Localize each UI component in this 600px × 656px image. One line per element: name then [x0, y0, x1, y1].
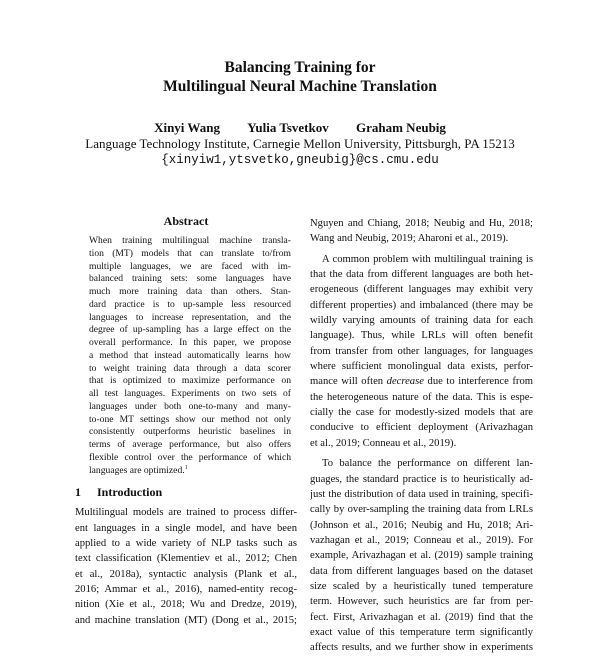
title-line-1: Balancing Training for — [224, 59, 376, 76]
author-name: Yulia Tsvetkov — [247, 120, 329, 135]
text-line: guages, the standard practice is to heuristically ad- — [310, 473, 533, 485]
text-line: to-one MT settings show our method not only — [89, 413, 291, 425]
text-line: much more training data than others. Stan- — [89, 286, 291, 297]
text-line: to weight training data through a data scorer — [89, 362, 291, 374]
text-line: different properties) and imbalanced (there may be — [310, 299, 533, 311]
text-line: conducive to efficient deployment (Arivazhagan — [310, 422, 533, 434]
text-line: tion (MT) models that can translate to/from — [89, 247, 291, 259]
text-line: all test languages. Experiments on two sets of — [89, 388, 291, 399]
text-line: A common problem with multilingual training is — [322, 253, 533, 265]
text-line: 2016; Ammar et al., 2016), named-entity recog- — [75, 583, 297, 595]
author-name: Graham Neubig — [355, 120, 446, 135]
abstract-heading: Abstract — [163, 214, 209, 228]
text-line: languages to increase representation, and the — [89, 311, 291, 323]
text-line: overall performance. In this paper, we propose — [89, 337, 291, 348]
section-title: Introduction — [97, 485, 163, 500]
text-line: data from different languages based on the dataset — [310, 565, 533, 577]
section-number: 1 — [75, 485, 81, 500]
text-line: erogeneous (different languages may exhibit very — [310, 284, 533, 296]
text-line: et al., 2018a), syntactic analysis (Plank et al., — [75, 568, 297, 580]
text-line: that is optimized to maximize performance on — [89, 375, 291, 387]
text-line: where sufficient monolingual data exists, perfor- — [310, 361, 533, 373]
title-line-2: Multilingual Neural Machine Translation — [163, 78, 437, 95]
text-line: nition (Xie et al., 2018; Wu and Dredze, 2019), — [75, 599, 297, 611]
text-line: fect. First, Arivazhagan et al. (2019) find that the — [310, 611, 533, 623]
right-column — [310, 216, 533, 656]
text-line: languages are optimized.$^1$ — [89, 464, 188, 476]
text-line: Multilingual models are trained to process differ- — [75, 507, 297, 519]
abstract-body — [89, 235, 291, 477]
text-line: languages under both one-to-many and many- — [89, 400, 291, 412]
text-line: et al., 2019; Conneau et al., 2019). — [310, 437, 457, 449]
text-line: flexible control over the performance of which — [89, 451, 291, 463]
affiliation: Language Technology Institute, Carnegie Mellon University, Pittsburgh, PA 15213 — [85, 136, 515, 151]
text-line: degree of up-sampling has a large effect on the — [89, 324, 291, 336]
text-line: Wang and Neubig, 2019; Aharoni et al., 2019). — [310, 233, 509, 245]
emphasized-word: decrease — [386, 376, 424, 388]
text-line: terms of average performance, but also offers — [89, 439, 291, 450]
text-line: and machine translation (MT) (Dong et al., 2015; — [75, 614, 297, 626]
author-block — [0, 120, 600, 168]
text-line: To balance the performance on different lan- — [322, 458, 533, 470]
text-line: When training multilingual machine transla- — [89, 235, 291, 246]
text-line: balanced training sets: some languages have — [89, 273, 291, 285]
text-line — [310, 374, 533, 389]
right-column-body — [310, 216, 533, 656]
text-line: term. However, such heuristics are far from per- — [310, 596, 533, 608]
text-line: that the data from different languages are both het- — [310, 269, 533, 281]
text-fragment: mance will often — [310, 376, 387, 388]
text-line: the heterogeneous nature of the data. This is espe- — [310, 391, 533, 403]
text-line: Nguyen and Chiang, 2018; Neubig and Hu, 2018; — [310, 218, 533, 229]
text-line: applied to a wide variety of NLP tasks such as — [75, 537, 297, 549]
text-line: vazhagan et al., 2019; Conneau et al., 2019). For — [310, 534, 533, 546]
author-names — [0, 120, 600, 136]
text-line: size scaled by a heuristically tuned temperature — [310, 580, 533, 592]
text-line: ent languages in a single model, and have been — [75, 522, 297, 534]
text-line: exact value of this temperature term significantly — [310, 626, 533, 638]
text-line: text classification (Klementiev et al., 2012; Chen — [75, 553, 297, 565]
text-line: language). Thus, while LRLs will often benefit — [310, 330, 533, 342]
text-line: affects results, and we further show in experiments — [310, 642, 533, 654]
introduction-body — [75, 505, 297, 628]
text-line: wildly varying amounts of training data for each — [310, 315, 533, 327]
text-line: consistently outperforms heuristic baselines in — [89, 426, 291, 438]
text-line: cally by over-sampling the training data from LRLs — [310, 504, 533, 516]
text-line: a method that instead automatically learns how — [89, 349, 291, 361]
footnote-marker: 1 — [184, 464, 188, 471]
author-email: {xinyiw1,ytsvetko,gneubig}@cs.cmu.edu — [161, 153, 439, 167]
text-line: from transfer from other languages, for languages — [310, 345, 533, 357]
text-line: multiple languages, we are faced with im- — [89, 260, 291, 272]
text-line: example, Arivazhagan et al. (2019) sample training — [310, 550, 533, 562]
paper-title — [0, 58, 600, 96]
author-name: Xinyi Wang — [154, 120, 220, 135]
text-line: cially the case for modestly-sized models that are — [310, 407, 533, 419]
text-line: (Johnson et al., 2016; Neubig and Hu, 2018; Ari- — [310, 519, 533, 531]
left-column — [75, 214, 297, 628]
section-heading-introduction — [75, 485, 297, 499]
text-fragment: due to interference from — [423, 376, 533, 388]
text-line: dard practice is to up-sample less resourced — [89, 298, 291, 310]
text-line: just the distribution of data used in training, specifi- — [310, 488, 533, 500]
